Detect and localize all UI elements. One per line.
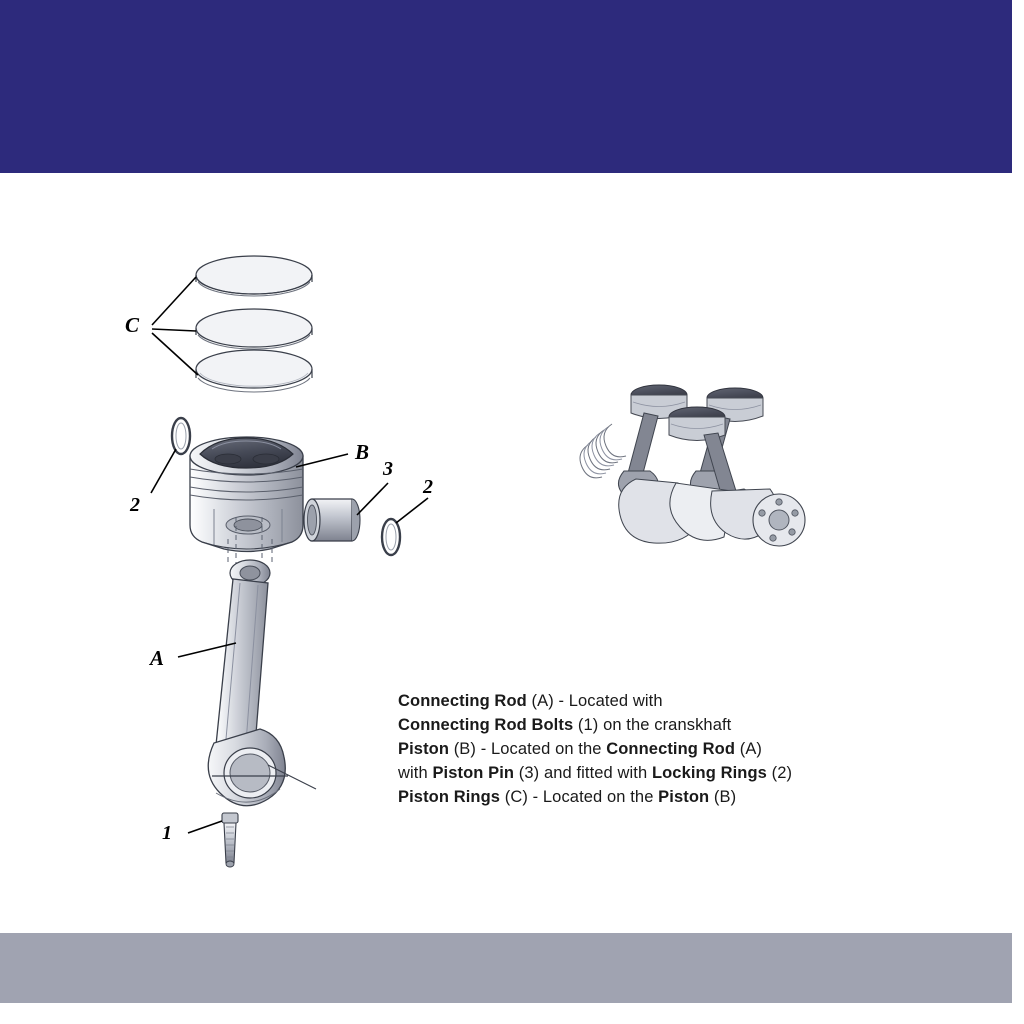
- callout-label-B: B: [355, 440, 370, 464]
- exploded-view-figure: [0, 173, 1012, 933]
- piston-pin: [304, 458, 393, 541]
- bottom-color-band: [0, 933, 1012, 1003]
- callout-label-2-right: 2: [423, 476, 433, 498]
- crankshaft-assembly-inset: [580, 385, 805, 546]
- callout-label-3: 3: [383, 458, 393, 480]
- piston-rings-group: [125, 256, 312, 392]
- callout-label-C: C: [125, 313, 140, 337]
- connecting-rod: [148, 560, 316, 806]
- caption-line-2: Connecting Rod Bolts (1) on the cranskhaft: [398, 716, 732, 734]
- top-color-band: [0, 0, 1012, 173]
- callout-label-A: A: [150, 646, 165, 670]
- locking-ring-right: [382, 476, 433, 555]
- figure-caption: [398, 689, 878, 809]
- inset-crankshaft: [580, 424, 805, 546]
- caption-line-4: with Piston Pin (3) and fitted with Locking Rings (2): [398, 764, 793, 782]
- callout-label-2-left: 2: [130, 494, 140, 516]
- illustration-canvas: [0, 173, 1012, 933]
- piston-ring-oil: [196, 350, 312, 392]
- callout-label-1: 1: [162, 822, 172, 844]
- piston-ring-middle: [196, 309, 312, 349]
- piston-ring-top: [196, 256, 312, 296]
- caption-line-5: Piston Rings (C) - Located on the Piston (B): [398, 788, 737, 806]
- connecting-rod-bolt: [162, 813, 238, 867]
- locking-ring-left: [129, 418, 190, 516]
- caption-line-3: Piston (B) - Located on the Connecting Rod (A): [398, 740, 763, 758]
- caption-line-1: Connecting Rod (A) - Located with: [398, 692, 663, 710]
